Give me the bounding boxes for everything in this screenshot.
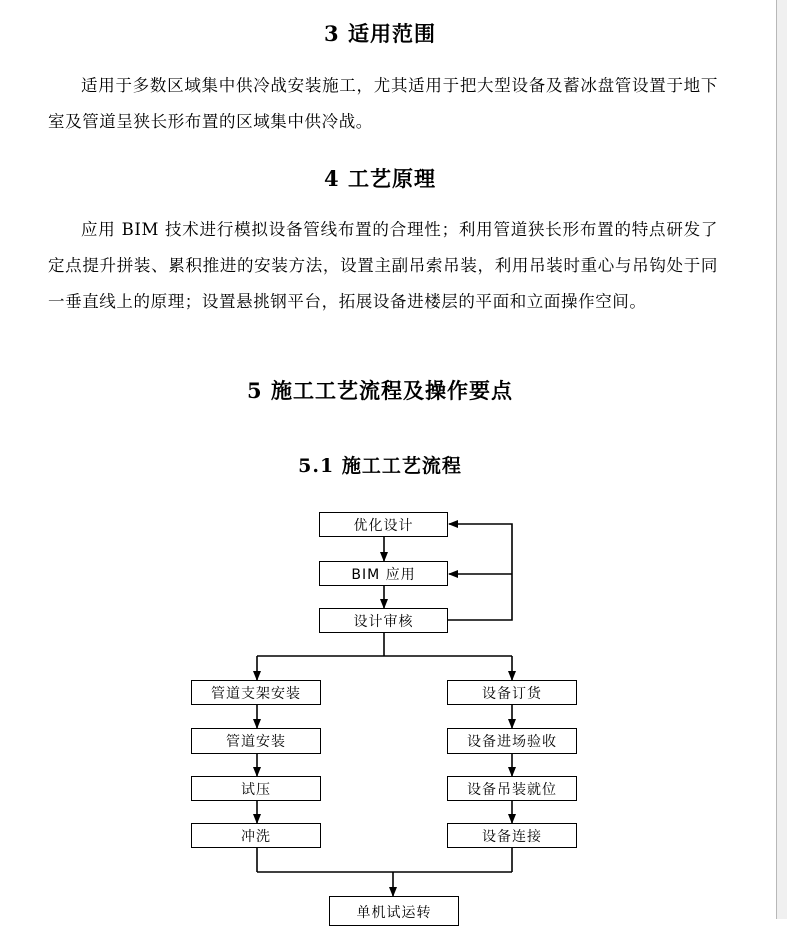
section-5-1-heading: 5.1 施工工艺流程 bbox=[298, 455, 462, 477]
flow-box-equipment-hoisting: 设备吊装就位 bbox=[447, 776, 577, 801]
flow-box-pipe-install: 管道安装 bbox=[191, 728, 321, 754]
flow-box-equipment-connection: 设备连接 bbox=[447, 823, 577, 848]
section-3-heading: 3 适用范围 bbox=[324, 21, 436, 46]
flow-box-flushing: 冲洗 bbox=[191, 823, 321, 848]
flow-box-equipment-acceptance: 设备进场验收 bbox=[447, 728, 577, 754]
section-5-heading: 5 施工工艺流程及操作要点 bbox=[247, 378, 513, 403]
section-3-paragraph: 适用于多数区域集中供冷战安装施工，尤其适用于把大型设备及蓄冰盘管设置于地下室及管道呈狭长形布置的区域集中供冷战。 bbox=[48, 76, 718, 131]
flow-box-equipment-order: 设备订货 bbox=[447, 680, 577, 705]
section-4-paragraph: 应用 BIM 技术进行模拟设备管线布置的合理性；利用管道狭长形布置的特点研发了定点提升拼装、累积推进的安装方法，设置主副吊索吊装，利用吊装时重心与吊钩处于同一垂直线上的原理；设置悬挑钢平台，拓展设备进楼层的平面和立面操作空间。 bbox=[48, 220, 718, 311]
flow-box-pressure-test: 试压 bbox=[191, 776, 321, 801]
flow-box-design-review: 设计审核 bbox=[319, 608, 448, 633]
flow-box-optimize-design: 优化设计 bbox=[319, 512, 448, 537]
flow-box-bim-application: BIM 应用 bbox=[319, 561, 448, 586]
flow-box-pipe-support-install: 管道支架安装 bbox=[191, 680, 321, 705]
section-4-heading: 4 工艺原理 bbox=[324, 166, 436, 191]
flow-box-single-unit-trial-run: 单机试运转 bbox=[329, 896, 459, 926]
